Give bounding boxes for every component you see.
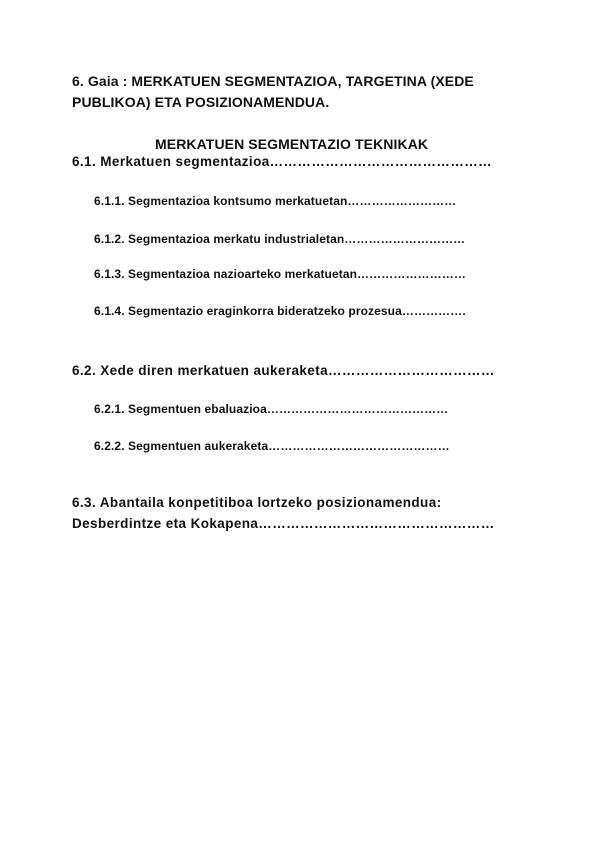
toc-entry-6-1-4: 6.1.4. Segmentazio eraginkorra bideratzeko prozesua……………. (94, 304, 466, 318)
toc-entry-6-1-3: 6.1.3. Segmentazioa nazioarteko merkatuetan……………………… (94, 267, 466, 281)
chapter-title-line-2: PUBLIKOA) ETA POSIZIONAMENDUA. (72, 94, 330, 110)
toc-entry-6-2-1: 6.2.1. Segmentuen ebaluazioa……………………………………… (94, 402, 449, 416)
toc-entry-6-3-line-1: 6.3. Abantaila konpetitiboa lortzeko posizionamendua: (72, 495, 442, 510)
toc-entry-6-1: 6.1. Merkatuen segmentazioa………………………………………… (72, 154, 493, 169)
chapter-title-line-1: 6. Gaia : MERKATUEN SEGMENTAZIOA, TARGETINA (XEDE (72, 73, 474, 89)
toc-entry-6-1-1: 6.1.1. Segmentazioa kontsumo merkatuetan……………………… (94, 194, 457, 208)
section-heading: MERKATUEN SEGMENTAZIO TEKNIKAK (155, 136, 429, 152)
toc-entry-6-1-2: 6.1.2. Segmentazioa merkatu industrialetan………………………… (94, 232, 466, 246)
toc-entry-6-2: 6.2. Xede diren merkatuen aukeraketa……………………………… (72, 363, 495, 378)
toc-entry-6-2-2: 6.2.2. Segmentuen aukeraketa……………………………………… (94, 439, 450, 453)
toc-entry-6-3-line-2: Desberdintze eta Kokapena…………………………………………… (72, 516, 495, 531)
